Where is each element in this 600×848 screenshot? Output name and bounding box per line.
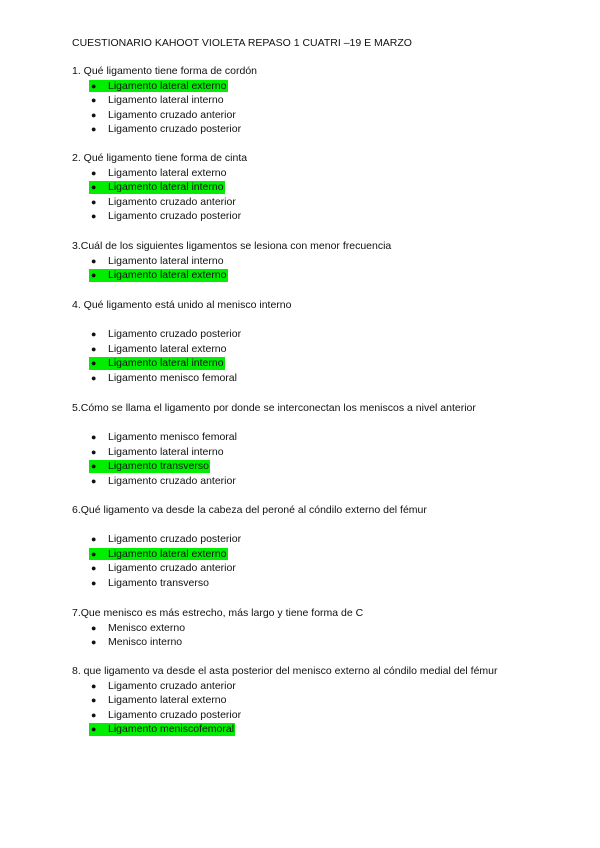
answer-option — [72, 209, 512, 224]
bullet-icon: ● — [91, 680, 97, 691]
answer-label: Ligamento transverso — [108, 576, 209, 589]
question-text: 7.Que menisco es más estrecho, más largo y tiene forma de C — [72, 607, 364, 619]
answer-list — [72, 621, 512, 650]
answer-option — [72, 693, 512, 708]
answer-label: Ligamento cruzado posterior — [108, 708, 242, 721]
question-8 — [72, 664, 512, 737]
answer-option — [72, 532, 512, 547]
answer-label: Ligamento lateral externo — [108, 342, 227, 355]
answer-label: Menisco externo — [108, 621, 186, 634]
answer-list — [72, 79, 512, 137]
answer-option — [72, 195, 512, 210]
question-4 — [72, 298, 512, 386]
answer-option — [72, 122, 512, 137]
bullet-icon: ● — [91, 534, 97, 545]
blank-line — [72, 518, 512, 533]
answer-option — [72, 621, 512, 636]
bullet-icon: ● — [91, 255, 97, 266]
bullet-icon: ● — [91, 372, 97, 383]
bullet-icon: ● — [91, 80, 97, 91]
answer-label: Ligamento lateral interno — [108, 357, 224, 370]
question-text: 8. que ligamento va desde el asta posterior del menisco externo al cóndilo medial del fémur — [72, 665, 498, 677]
bullet-icon: ● — [91, 270, 97, 281]
answer-label: Ligamento lateral externo — [108, 166, 227, 179]
answer-option — [72, 635, 512, 650]
answer-label: Ligamento lateral externo — [108, 547, 227, 560]
answer-option — [72, 430, 512, 445]
question-text: 3.Cuál de los siguientes ligamentos se lesiona con menor frecuencia — [72, 240, 392, 252]
bullet-icon: ● — [91, 196, 97, 207]
answer-option — [72, 166, 512, 181]
bullet-icon: ● — [91, 446, 97, 457]
question-text: 1. Qué ligamento tiene forma de cordón — [72, 65, 258, 77]
bullet-icon: ● — [91, 637, 97, 648]
answer-label: Ligamento cruzado posterior — [108, 123, 242, 136]
bullet-icon: ● — [91, 182, 97, 193]
bullet-icon: ● — [91, 95, 97, 106]
question-text: 4. Qué ligamento está unido al menisco interno — [72, 299, 292, 311]
answer-label: Ligamento cruzado anterior — [108, 562, 236, 575]
bullet-icon: ● — [91, 432, 97, 443]
answer-label: Ligamento lateral interno — [108, 94, 224, 107]
document-title: CUESTIONARIO KAHOOT VIOLETA REPASO 1 CUATRI –19 E MARZO — [72, 37, 412, 49]
bullet-icon: ● — [91, 343, 97, 354]
answer-label: Ligamento cruzado posterior — [108, 210, 242, 223]
bullet-icon: ● — [91, 109, 97, 120]
answer-label: Ligamento lateral interno — [108, 181, 224, 194]
question-1 — [72, 64, 512, 137]
answer-label: Ligamento cruzado posterior — [108, 328, 242, 341]
bullet-icon: ● — [91, 124, 97, 135]
question-text: 6.Qué ligamento va desde la cabeza del peroné al cóndilo externo del fémur — [72, 504, 427, 516]
answer-label: Ligamento menisco femoral — [108, 371, 237, 384]
answer-option — [72, 254, 512, 269]
answer-label: Ligamento transverso — [108, 460, 209, 473]
bullet-icon: ● — [91, 724, 97, 735]
bullet-icon: ● — [91, 622, 97, 633]
answer-option — [72, 561, 512, 576]
question-text: 2. Qué ligamento tiene forma de cinta — [72, 152, 248, 164]
answer-list — [72, 254, 512, 283]
question-text: 5.Cómo se llama el ligamento por donde se interconectan los meniscos a nivel anterior — [72, 402, 476, 414]
bullet-icon: ● — [91, 548, 97, 559]
answer-list — [72, 327, 512, 385]
answer-option — [72, 722, 512, 737]
answer-label: Ligamento lateral interno — [108, 445, 224, 458]
answer-option — [72, 327, 512, 342]
answer-list — [72, 430, 512, 488]
answer-label: Ligamento cruzado posterior — [108, 533, 242, 546]
answer-list — [72, 532, 512, 590]
answer-option — [72, 576, 512, 591]
answer-list — [72, 166, 512, 224]
answer-option — [72, 679, 512, 694]
answer-label: Ligamento lateral interno — [108, 254, 224, 267]
bullet-icon: ● — [91, 709, 97, 720]
answer-option — [72, 268, 512, 283]
answer-label: Ligamento cruzado anterior — [108, 474, 236, 487]
answer-option — [72, 474, 512, 489]
bullet-icon: ● — [91, 577, 97, 588]
bullet-icon: ● — [91, 167, 97, 178]
question-5 — [72, 401, 512, 489]
question-3 — [72, 239, 512, 283]
answer-label: Ligamento cruzado anterior — [108, 195, 236, 208]
answer-option — [72, 180, 512, 195]
answer-option — [72, 445, 512, 460]
answer-option — [72, 459, 512, 474]
bullet-icon: ● — [91, 475, 97, 486]
question-2 — [72, 151, 512, 224]
bullet-icon: ● — [91, 211, 97, 222]
answer-option — [72, 547, 512, 562]
bullet-icon: ● — [91, 563, 97, 574]
answer-list — [72, 679, 512, 737]
bullet-icon: ● — [91, 695, 97, 706]
question-6 — [72, 503, 512, 591]
answer-label: Ligamento cruzado anterior — [108, 108, 236, 121]
answer-label: Ligamento lateral externo — [108, 694, 227, 707]
answer-option — [72, 79, 512, 94]
bullet-icon: ● — [91, 461, 97, 472]
answer-label: Ligamento cruzado anterior — [108, 679, 236, 692]
answer-option — [72, 342, 512, 357]
answer-option — [72, 93, 512, 108]
blank-line — [72, 313, 512, 328]
bullet-icon: ● — [91, 329, 97, 340]
answer-label: Ligamento menisco femoral — [108, 431, 237, 444]
answer-option — [72, 371, 512, 386]
answer-label: Menisco interno — [108, 636, 183, 649]
answer-option — [72, 108, 512, 123]
answer-label: Ligamento lateral externo — [108, 269, 227, 282]
bullet-icon: ● — [91, 358, 97, 369]
answer-option — [72, 708, 512, 723]
answer-option — [72, 356, 512, 371]
answer-label: Ligamento meniscofemoral — [108, 723, 235, 736]
answer-label: Ligamento lateral externo — [108, 79, 227, 92]
question-7 — [72, 606, 512, 650]
blank-line — [72, 416, 512, 431]
